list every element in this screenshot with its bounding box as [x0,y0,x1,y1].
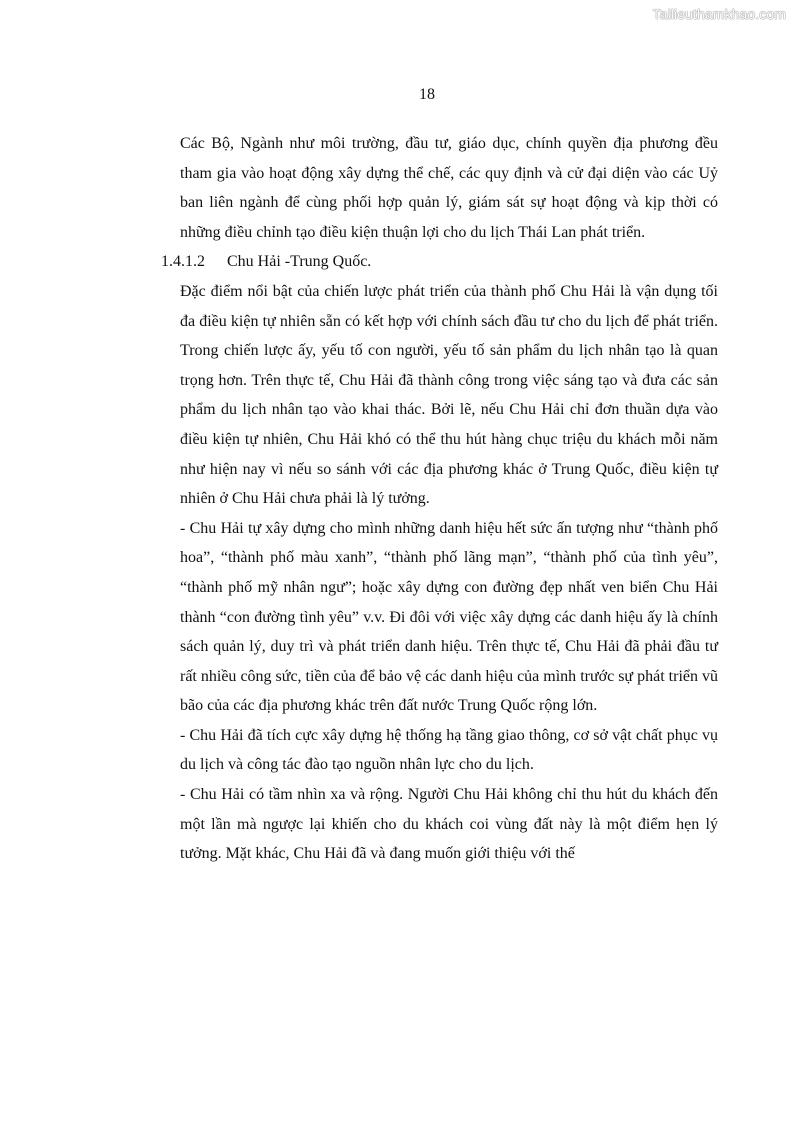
paragraph-zhuhai-infrastructure: - Chu Hải đã tích cực xây dựng hệ thống hạ tầng giao thông, cơ sở vật chất phục vụ du lịch và công tác đào tạo nguồn nhân lực cho du lịch. [180,726,718,774]
section-title: Chu Hải -Trung Quốc. [227,253,372,271]
paragraph-zhuhai-vision: - Chu Hải có tầm nhìn xa và rộng. Người Chu Hải không chỉ thu hút du khách đến một lần mà ngược lại khiến cho du khách coi vùng đất này là một điểm hẹn lý tưởng. Mặt khác, Chu Hải đã và đang muốn giới thiệu với thế [180,786,718,863]
paragraph-zhuhai-titles: - Chu Hải tự xây dựng cho mình những danh hiệu hết sức ấn tượng như “thành phố hoa”, “thành phố màu xanh”, “thành phố lãng mạn”, “thành phố của tình yêu”, “thành phố mỹ nhân ngư”; hoặc xây dựng con đường đẹp nhất ven biển Chu Hải thành “con đường tình yêu” v.v. Đi đôi với việc xây dựng các danh hiệu ấy là chính sách quản lý, duy trì và phát triển danh hiệu. Trên thực tế, Chu Hải đã phải đầu tư rất nhiều công sức, tiền của để bảo vệ các danh hiệu của mình trước sự phát triển vũ bão của các địa phương khác trên đất nước Trung Quốc rộng lớn. [180,519,718,715]
paragraph-zhuhai-strategy: Đặc điểm nổi bật của chiến lược phát triển của thành phố Chu Hải là vận dụng tối đa điều kiện tự nhiên sẵn có kết hợp với chính sách đầu tư cho du lịch để phát triển. Trong chiến lược ấy, yếu tố con người, yếu tố sản phẩm du lịch nhân tạo là quan trọng hơn. Trên thực tế, Chu Hải đã thành công trong việc sáng tạo và đưa các sản phẩm du lịch nhân tạo vào khai thác. Bởi lẽ, nếu Chu Hải chỉ đơn thuần dựa vào điều kiện tự nhiên, Chu Hải khó có thể thu hút hàng chục triệu du khách mỗi năm như hiện nay vì nếu so sánh với các địa phương khác ở Trung Quốc, điều kiện tự nhiên ở Chu Hải chưa phải là lý tưởng. [180,282,718,508]
document-body [161,129,718,869]
paragraph-thailand-management: Các Bộ, Ngành như môi trường, đầu tư, giáo dục, chính quyền địa phương đều tham gia vào hoạt động xây dựng thể chế, các quy định và cử đại diện vào các Uỷ ban liên ngành để cùng phối hợp quản lý, giám sát sự hoạt động và kịp thời có những điều chỉnh tạo điều kiện thuận lợi cho du lịch Thái Lan phát triển. [180,135,718,241]
section-number: 1.4.1.2 [161,253,205,271]
page-number: 18 [419,86,435,103]
section-heading [161,247,699,277]
watermark: Tailieuthamkhao.com [652,6,786,22]
